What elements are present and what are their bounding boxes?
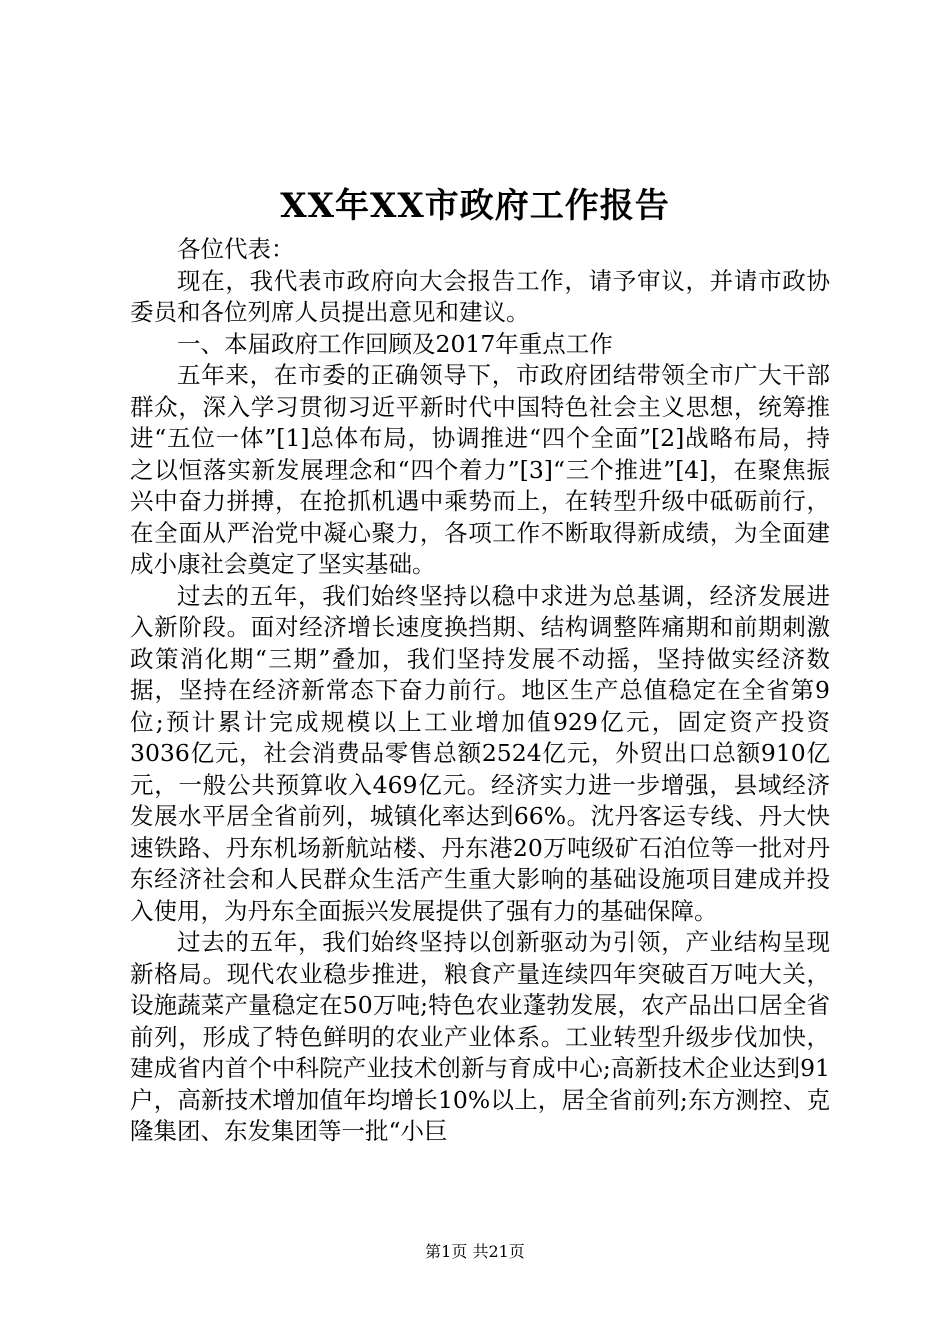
- paragraph: 五年来，在市委的正确领导下，市政府团结带领全市广大干部群众，深入学习贯彻习近平新时代中国特色社会主义思想，统筹推进“五位一体”[1]总体布局，协调推进“四个全面”[2]战略布局，持之以恒落实新发展理念和“四个着力”[3]“三个推进”[4]，在聚焦振兴中奋力拼搏，在抢抓机遇中乘势而上，在转型升级中砥砺前行，在全面从严治党中凝心聚力，各项工作不断取得新成绩，为全面建成小康社会奠定了坚实基础。: [130, 361, 830, 578]
- paragraph: 过去的五年，我们始终坚持以稳中求进为总基调，经济发展进入新阶段。面对经济增长速度换挡期、结构调整阵痛期和前期刺激政策消化期“三期”叠加，我们坚持发展不动摇，坚持做实经济数据，坚持在经济新常态下奋力前行。地区生产总值稳定在全省第9位;预计累计完成规模以上工业增加值929亿元，固定资产投资3036亿元，社会消费品零售总额2524亿元，外贸出口总额910亿元，一般公共预算收入469亿元。经济实力进一步增强，县域经济发展水平居全省前列，城镇化率达到66%。沈丹客运专线、丹大快速铁路、丹东机场新航站楼、丹东港20万吨级矿石泊位等一批对丹东经济社会和人民群众生活产生重大影响的基础设施项目建成并投入使用，为丹东全面振兴发展提供了强有力的基础保障。: [130, 581, 830, 925]
- paragraph: 现在，我代表市政府向大会报告工作，请予审议，并请市政协委员和各位列席人员提出意见和建议。: [130, 266, 830, 326]
- page-footer: 第1页 共21页: [425, 1242, 525, 1261]
- section-heading: 一、本届政府工作回顾及2017年重点工作: [177, 329, 613, 358]
- salutation: 各位代表：: [177, 235, 295, 263]
- document-body: [130, 234, 830, 1148]
- document-title: XX年XX市政府工作报告: [280, 186, 670, 226]
- paragraph: 过去的五年，我们始终坚持以创新驱动为引领，产业结构呈现新格局。现代农业稳步推进，粮食产量连续四年突破百万吨大关，设施蔬菜产量稳定在50万吨;特色农业蓬勃发展，农产品出口居全省前列，形成了特色鲜明的农业产业体系。工业转型升级步伐加快，建成省内首个中科院产业技术创新与育成中心;高新技术企业达到91户，高新技术增加值年均增长10%以上，居全省前列;东方测控、克隆集团、东发集团等一批“小巨: [130, 928, 830, 1145]
